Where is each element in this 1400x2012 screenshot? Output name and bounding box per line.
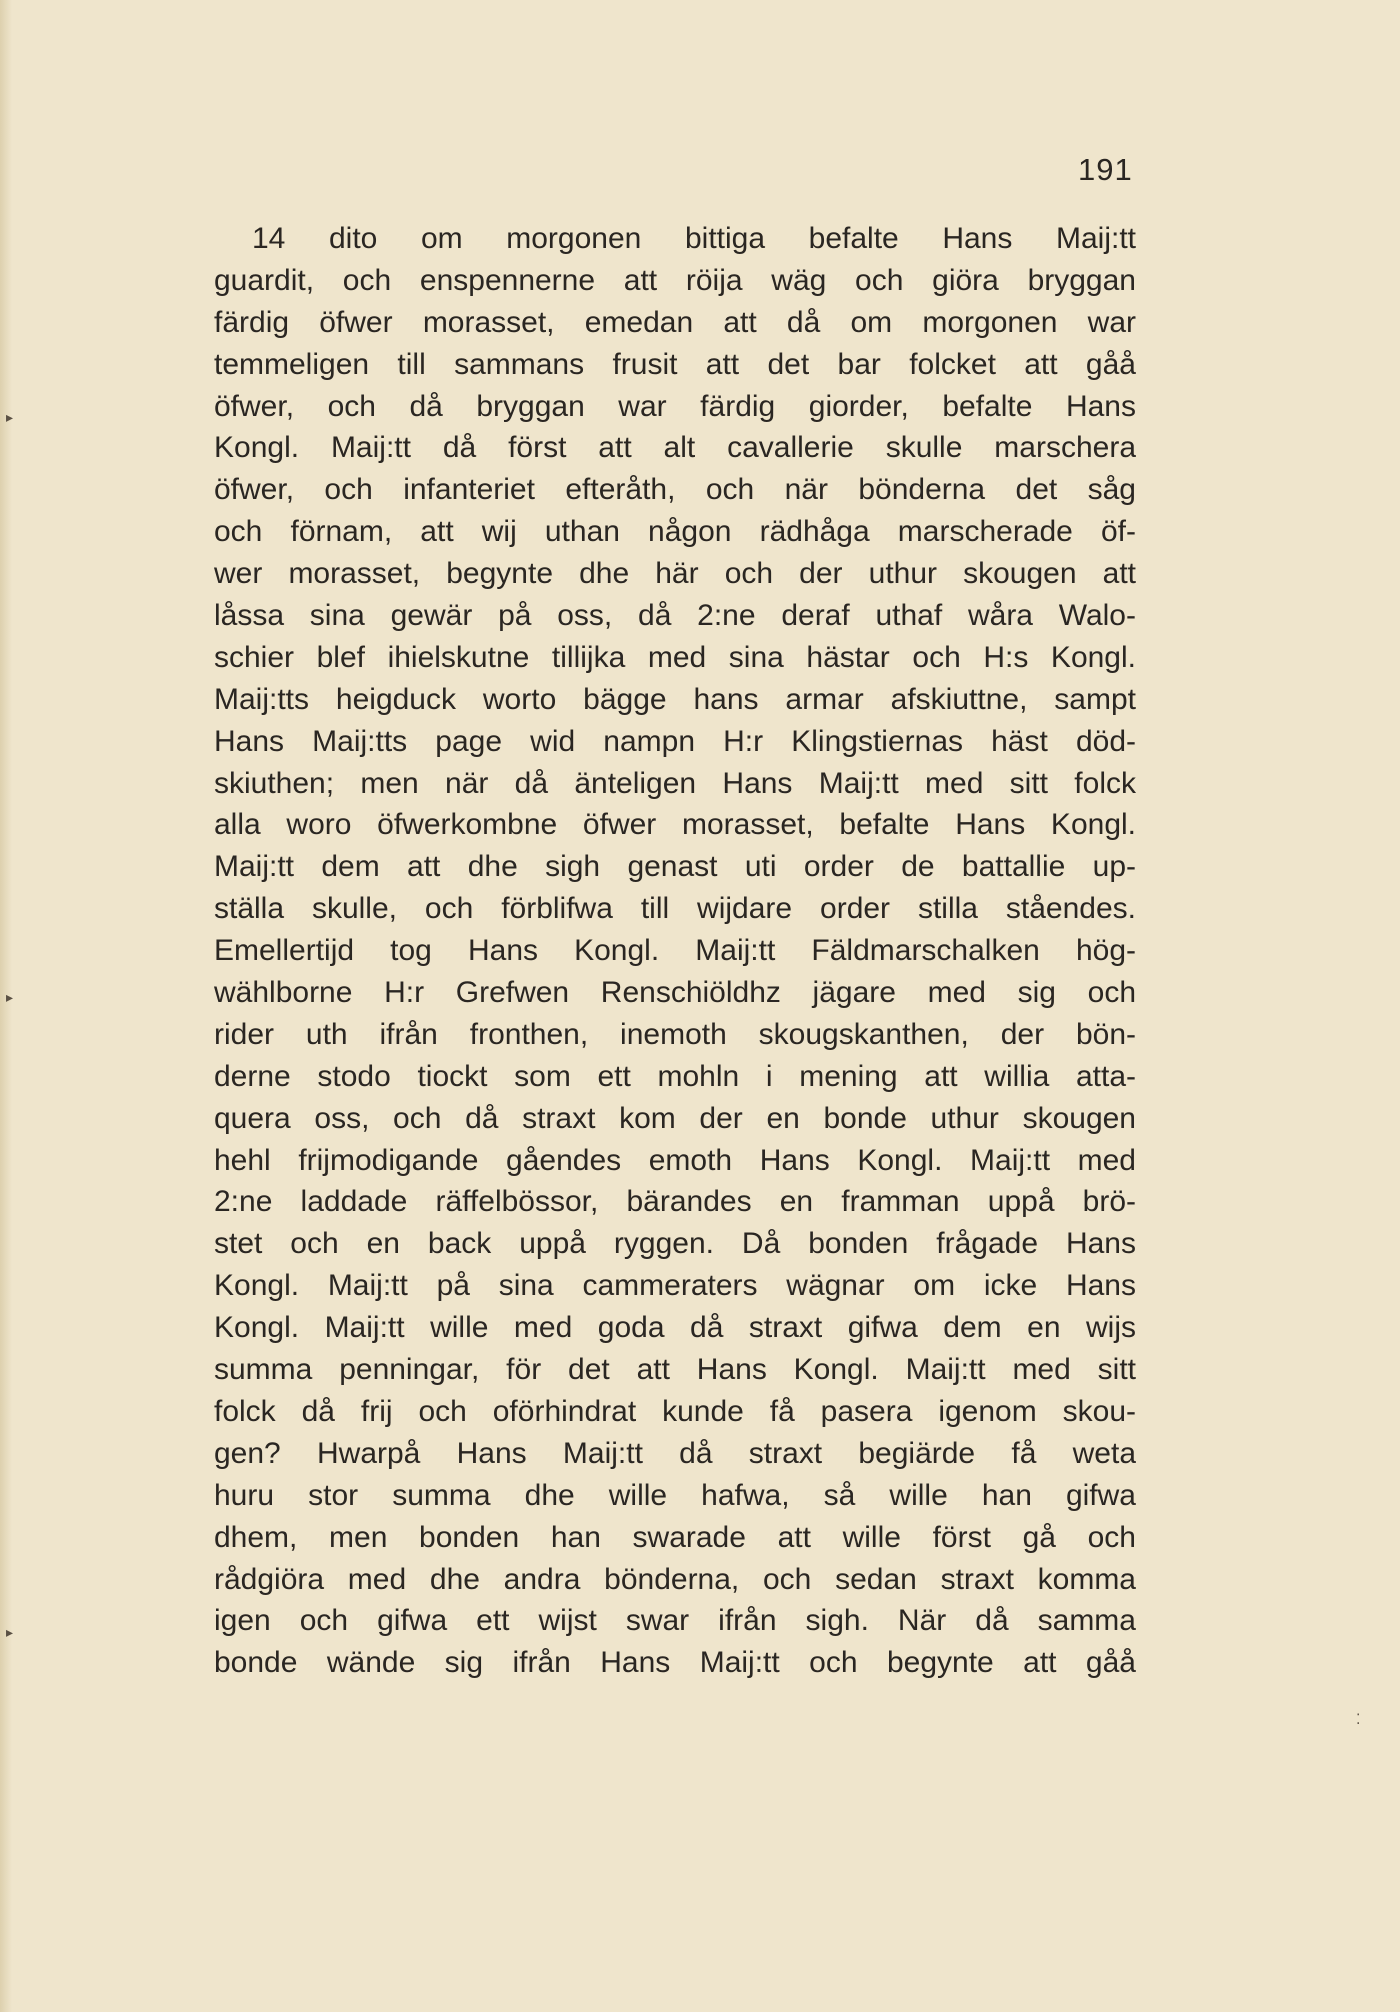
text-line: wer morasset, begynte dhe här och der uthur skougen att	[214, 557, 1136, 591]
text-line: 14 dito om morgonen bittiga befalte Hans Maij:tt	[252, 222, 1136, 255]
text-line: alla woro öfwerkombne öfwer morasset, befalte Hans Kongl.	[214, 808, 1136, 842]
text-line: temmeligen till sammans frusit att det bar folcket att gåå	[214, 347, 1136, 381]
text-line: Kongl. Maij:tt då först att alt cavallerie skulle marschera	[214, 431, 1136, 465]
page-edge	[0, 0, 12, 2012]
text-line: gen? Hwarpå Hans Maij:tt då straxt begiärde få weta	[214, 1436, 1136, 1470]
text-line: rider uth ifrån fronthen, inemoth skougskanthen, der bön-	[214, 1017, 1136, 1051]
text-line: färdig öfwer morasset, emedan att då om morgonen war	[214, 305, 1136, 339]
text-line: Maij:tt dem att dhe sigh genast uti order de battallie up-	[214, 850, 1136, 884]
text-line: rådgiöra med dhe andra bönderna, och sedan straxt komma	[214, 1562, 1136, 1596]
text-line: Kongl. Maij:tt på sina cammeraters wägnar om icke Hans	[214, 1269, 1136, 1303]
text-line: 2:ne laddade räffelbössor, bärandes en framman uppå brö-	[214, 1185, 1136, 1219]
text-line: låssa sina gewär på oss, då 2:ne deraf uthaf wåra Walo-	[214, 599, 1136, 633]
text-line: huru stor summa dhe wille hafwa, så wille han gifwa	[214, 1478, 1136, 1512]
text-line: wählborne H:r Grefwen Renschiöldhz jägare med sig och	[214, 976, 1136, 1010]
text-line: folck då frij och oförhindrat kunde få pasera igenom skou-	[214, 1394, 1136, 1428]
text-line: derne stodo tiockt som ett mohln i mening att willia atta-	[214, 1059, 1136, 1093]
text-line: hehl frijmodigande gåendes emoth Hans Kongl. Maij:tt med	[214, 1143, 1136, 1177]
text-line: skiuthen; men när då änteligen Hans Maij:tt med sitt folck	[214, 766, 1136, 800]
margin-speck: ⁚	[1356, 1711, 1361, 1727]
body-text	[214, 218, 1136, 1684]
page-number: 191	[1078, 152, 1133, 187]
text-line: Kongl. Maij:tt wille med goda då straxt gifwa dem en wijs	[214, 1311, 1136, 1345]
text-line: Emellertijd tog Hans Kongl. Maij:tt Fäldmarschalken hög-	[214, 934, 1136, 968]
text-line: ställa skulle, och förblifwa till wijdare order stilla ståendes.	[214, 892, 1136, 926]
text-line: schier blef ihielskutne tillijka med sina hästar och H:s Kongl.	[214, 640, 1136, 674]
text-line: öfwer, och infanteriet efteråth, och när bönderna det såg	[214, 473, 1136, 507]
text-line: igen och gifwa ett wijst swar ifrån sigh. När då samma	[214, 1604, 1136, 1638]
margin-speck: ▸	[6, 409, 14, 425]
margin-speck: ▸	[6, 989, 14, 1005]
text-line: quera oss, och då straxt kom der en bonde uthur skougen	[214, 1101, 1136, 1135]
margin-speck: ▸	[6, 1624, 14, 1640]
text-line: summa penningar, för det att Hans Kongl. Maij:tt med sitt	[214, 1353, 1136, 1387]
text-line: Maij:tts heigduck worto bägge hans armar afskiuttne, sampt	[214, 682, 1136, 716]
text-line: dhem, men bonden han swarade att wille först gå och	[214, 1520, 1136, 1554]
text-line: guardit, och enspennerne att röija wäg och giöra bryggan	[214, 263, 1136, 297]
text-line: bonde wände sig ifrån Hans Maij:tt och begynte att gåå	[214, 1646, 1136, 1680]
text-line: stet och en back uppå ryggen. Då bonden frågade Hans	[214, 1227, 1136, 1261]
text-line: och förnam, att wij uthan någon rädhåga marscherade öf-	[214, 515, 1136, 549]
text-line: öfwer, och då bryggan war färdig giorder, befalte Hans	[214, 389, 1136, 423]
text-line: Hans Maij:tts page wid nampn H:r Klingstiernas häst död-	[214, 724, 1136, 758]
